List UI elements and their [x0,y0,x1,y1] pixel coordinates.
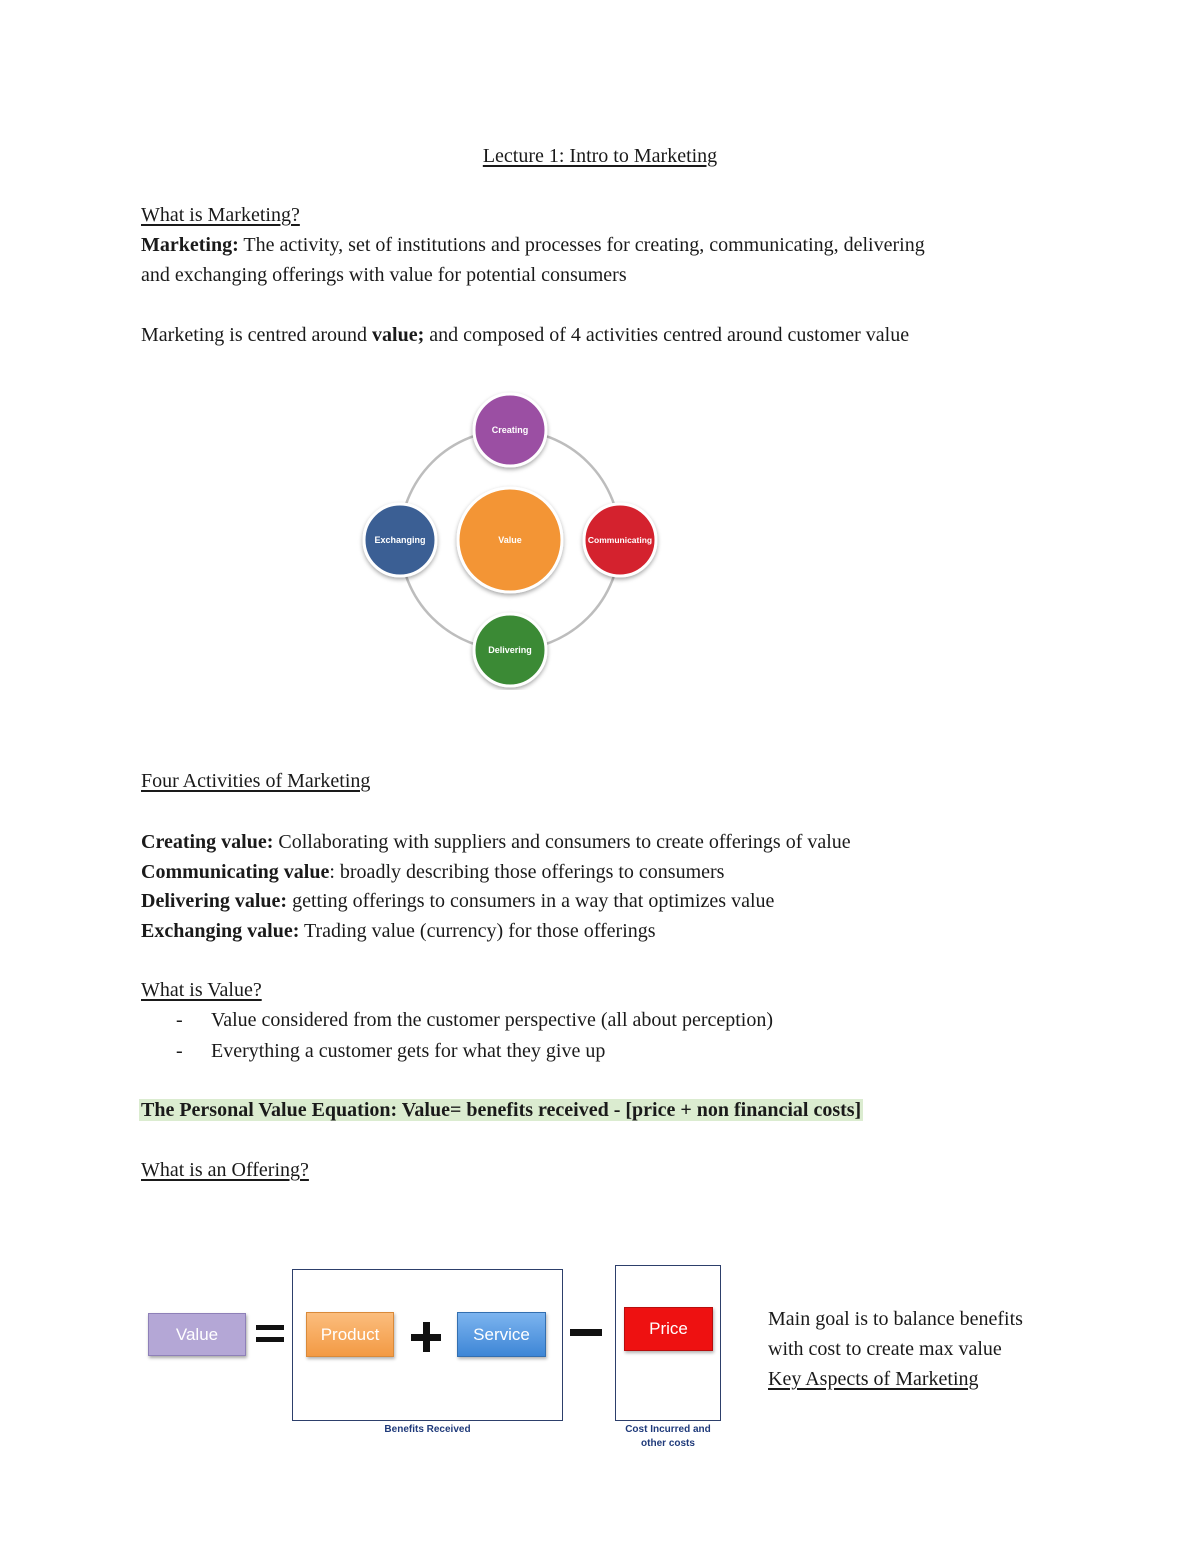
price-box-label: Price [649,1319,688,1338]
activity-term: Exchanging value: [141,920,300,942]
marketing-term: Marketing: [141,234,239,256]
value-bullet: Everything a customer gets for what they give up [211,1040,606,1062]
activity-term: Communicating value [141,861,330,883]
activity-term: Delivering value: [141,890,288,912]
side-note-line-2: with cost to create max value [768,1338,1002,1360]
definition-line-1: The activity, set of institutions and processes for creating, communicating, delivering [238,234,925,256]
price-box [624,1307,713,1351]
value-bullet: Value considered from the customer perspective (all about perception) [211,1009,774,1031]
minus-sign [570,1329,602,1336]
definition-line-2: and exchanging offerings with value for potential consumers [141,264,627,286]
activity-item [141,857,724,887]
bullet-marker: - [176,1040,183,1062]
marketing-cycle-diagram [355,390,665,690]
heading-four-activities: Four Activities of Marketing [141,770,371,792]
activity-item [141,916,656,946]
service-box-label: Service [473,1324,530,1344]
value-circle-label: Value [498,535,522,545]
value-box [148,1313,246,1356]
delivering-circle-label: Delivering [488,645,532,655]
activity-text: Collaborating with suppliers and consumers to create offerings of value [273,831,851,853]
cost-caption-line-2: other costs [641,1438,695,1449]
activity-item [141,827,851,857]
heading-what-is-marketing: What is Marketing? [141,204,300,226]
equation-highlight: The Personal Value Equation: Value= benefits received - [price + non financial costs] [141,1099,862,1121]
activity-text: Trading value (currency) for those offerings [299,920,656,942]
activity-item [141,886,774,916]
side-note-line-1: Main goal is to balance benefits [768,1308,1023,1330]
value-sentence-pre: Marketing is centred around [141,324,373,346]
bullet-marker: - [176,1009,183,1031]
value-sentence-post: and composed of 4 activities centred around customer value [424,324,910,346]
equals-sign-bar [256,1337,284,1342]
marketing-definition [141,230,925,260]
activity-text: getting offerings to consumers in a way that optimizes value [287,890,775,912]
value-sentence [141,320,909,350]
personal-value-equation [139,1095,863,1125]
key-aspects-heading: Key Aspects of Marketing [768,1368,979,1390]
benefits-caption: Benefits Received [384,1424,471,1435]
cost-caption [605,1423,731,1451]
cost-caption-line-1: Cost Incurred and [625,1424,711,1435]
product-box [306,1312,394,1357]
activity-term: Creating value: [141,831,274,853]
heading-what-is-offering: What is an Offering? [141,1159,309,1181]
product-box-label: Product [320,1324,380,1344]
creating-circle-label: Creating [491,425,529,435]
service-box [457,1312,546,1357]
value-word: value; [372,324,425,346]
value-box-label: Value [175,1324,219,1344]
heading-what-is-value: What is Value? [141,979,262,1001]
page-title: Lecture 1: Intro to Marketing [482,145,718,167]
activity-text: : broadly describing those offerings to consumers [329,861,725,883]
plus-sign-v [423,1322,430,1352]
exchanging-circle-label: Exchanging [374,535,426,545]
equals-sign-bar [256,1325,284,1330]
communicating-circle-label: Communicating [587,535,653,545]
